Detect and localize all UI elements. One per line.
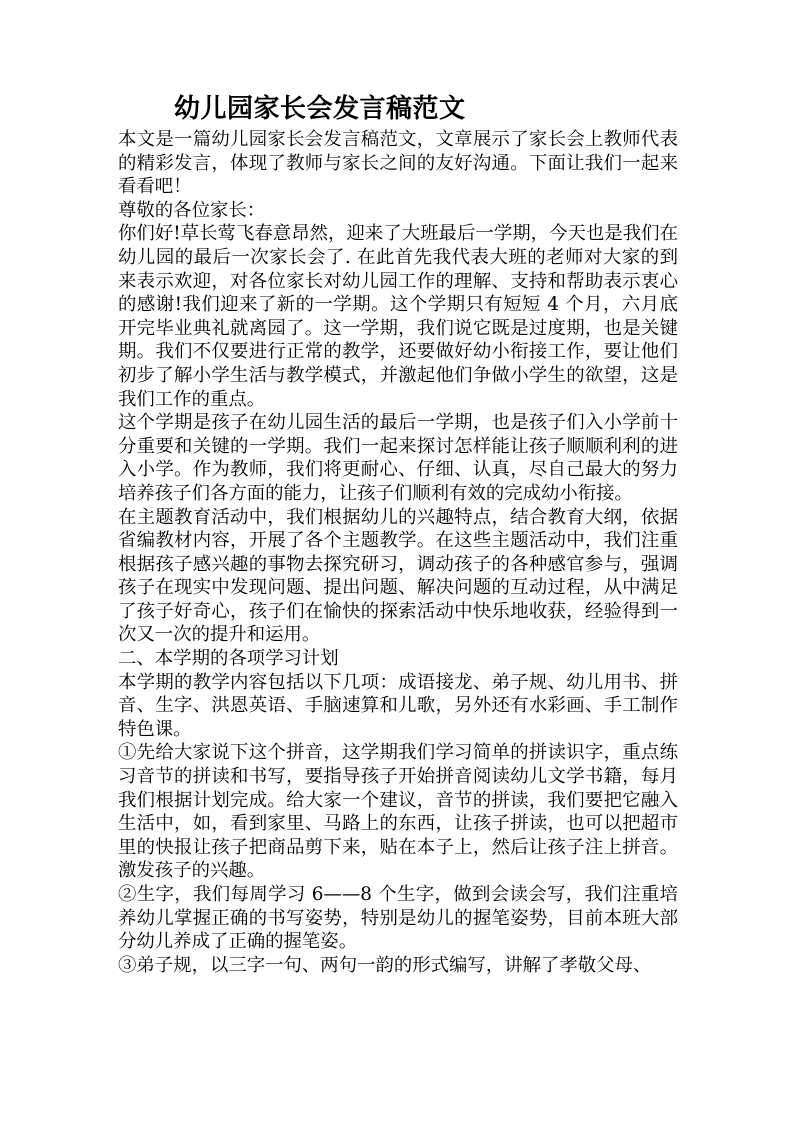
document-title: 幼儿园家长会发言稿范文 [174,94,466,124]
document-body [118,92,678,977]
welcome-paragraph: 你们好!草长莺飞春意昂然，迎来了大班最后一学期，今天也是我们在幼儿园的最后一次家长会了. 在此首先我代表大班的老师对大家的到来表示欢迎，对各位家长对幼儿园工作的理解、支持和帮助表示衷心的感谢!我们迎来了新的一学期。这个学期只有短短 4 个月，六月底开完毕业典礼就离园了。这一学期，我们说它既是过度期，也是关键期。我们不仅要进行正常的教学，还要做好幼小衔接工作，要让他们初步了解小学生活与教学模式，并激起他们争做小学生的欲望，这是我们工作的重点。 [118,223,678,410]
semester-paragraph: 这个学期是孩子在幼儿园生活的最后一学期，也是孩子们入小学前十分重要和关键的一学期。我们一起来探讨怎样能让孩子顺顺利利的进入小学。作为教师，我们将更耐心、仔细、认真，尽自己最大的努力培养孩子们各方面的能力，让孩子们顺利有效的完成幼小衔接。 [118,412,678,504]
pinyin-paragraph: ①先给大家说下这个拼音，这学期我们学习简单的拼读识字，重点练习音节的拼读和书写，要指导孩子开始拼音阅读幼儿文学书籍，每月我们根据计划完成。给大家一个建议，音节的拼读，我们要把它融入生活中，如，看到家里、马路上的东西，让孩子拼读，也可以把超市里的快报让孩子把商品剪下来，贴在本子上，然后让孩子注上拼音。激发孩子的兴趣。 [118,742,678,882]
theme-education-paragraph: 在主题教育活动中，我们根据幼儿的兴趣特点，结合教育大纲，依据省编教材内容，开展了各个主题教学。在这些主题活动中，我们注重根据孩子感兴趣的事物去探究研习，调动孩子的各种感官参与，强调孩子在现实中发现问题、提出问题、解决问题的互动过程，从中满足了孩子好奇心，孩子们在愉快的探索活动中快乐地收获，经验得到一次又一次的提升和运用。 [118,506,678,646]
section-heading-study-plan: 二、本学期的各项学习计划 [118,648,339,670]
teaching-content-paragraph: 本学期的教学内容包括以下几项：成语接龙、弟子规、幼儿用书、拼音、生字、洪恩英语、手脑速算和儿歌，另外还有水彩画、手工制作特色课。 [118,671,678,740]
salutation: 尊敬的各位家长： [118,199,266,221]
intro-paragraph: 本文是一篇幼儿园家长会发言稿范文，文章展示了家长会上教师代表的精彩发言，体现了教师与家长之间的友好沟通。下面让我们一起来看看吧！ [118,129,678,198]
dizigui-paragraph: ③弟子规，以三字一句、两句一韵的形式编写，讲解了孝敬父母、 [118,954,652,976]
characters-paragraph: ②生字，我们每周学习 6——8 个生字，做到会读会写，我们注重培养幼儿掌握正确的书写姿势，特别是幼儿的握笔姿势，目前本班大部分幼儿养成了正确的握笔姿。 [118,884,678,953]
